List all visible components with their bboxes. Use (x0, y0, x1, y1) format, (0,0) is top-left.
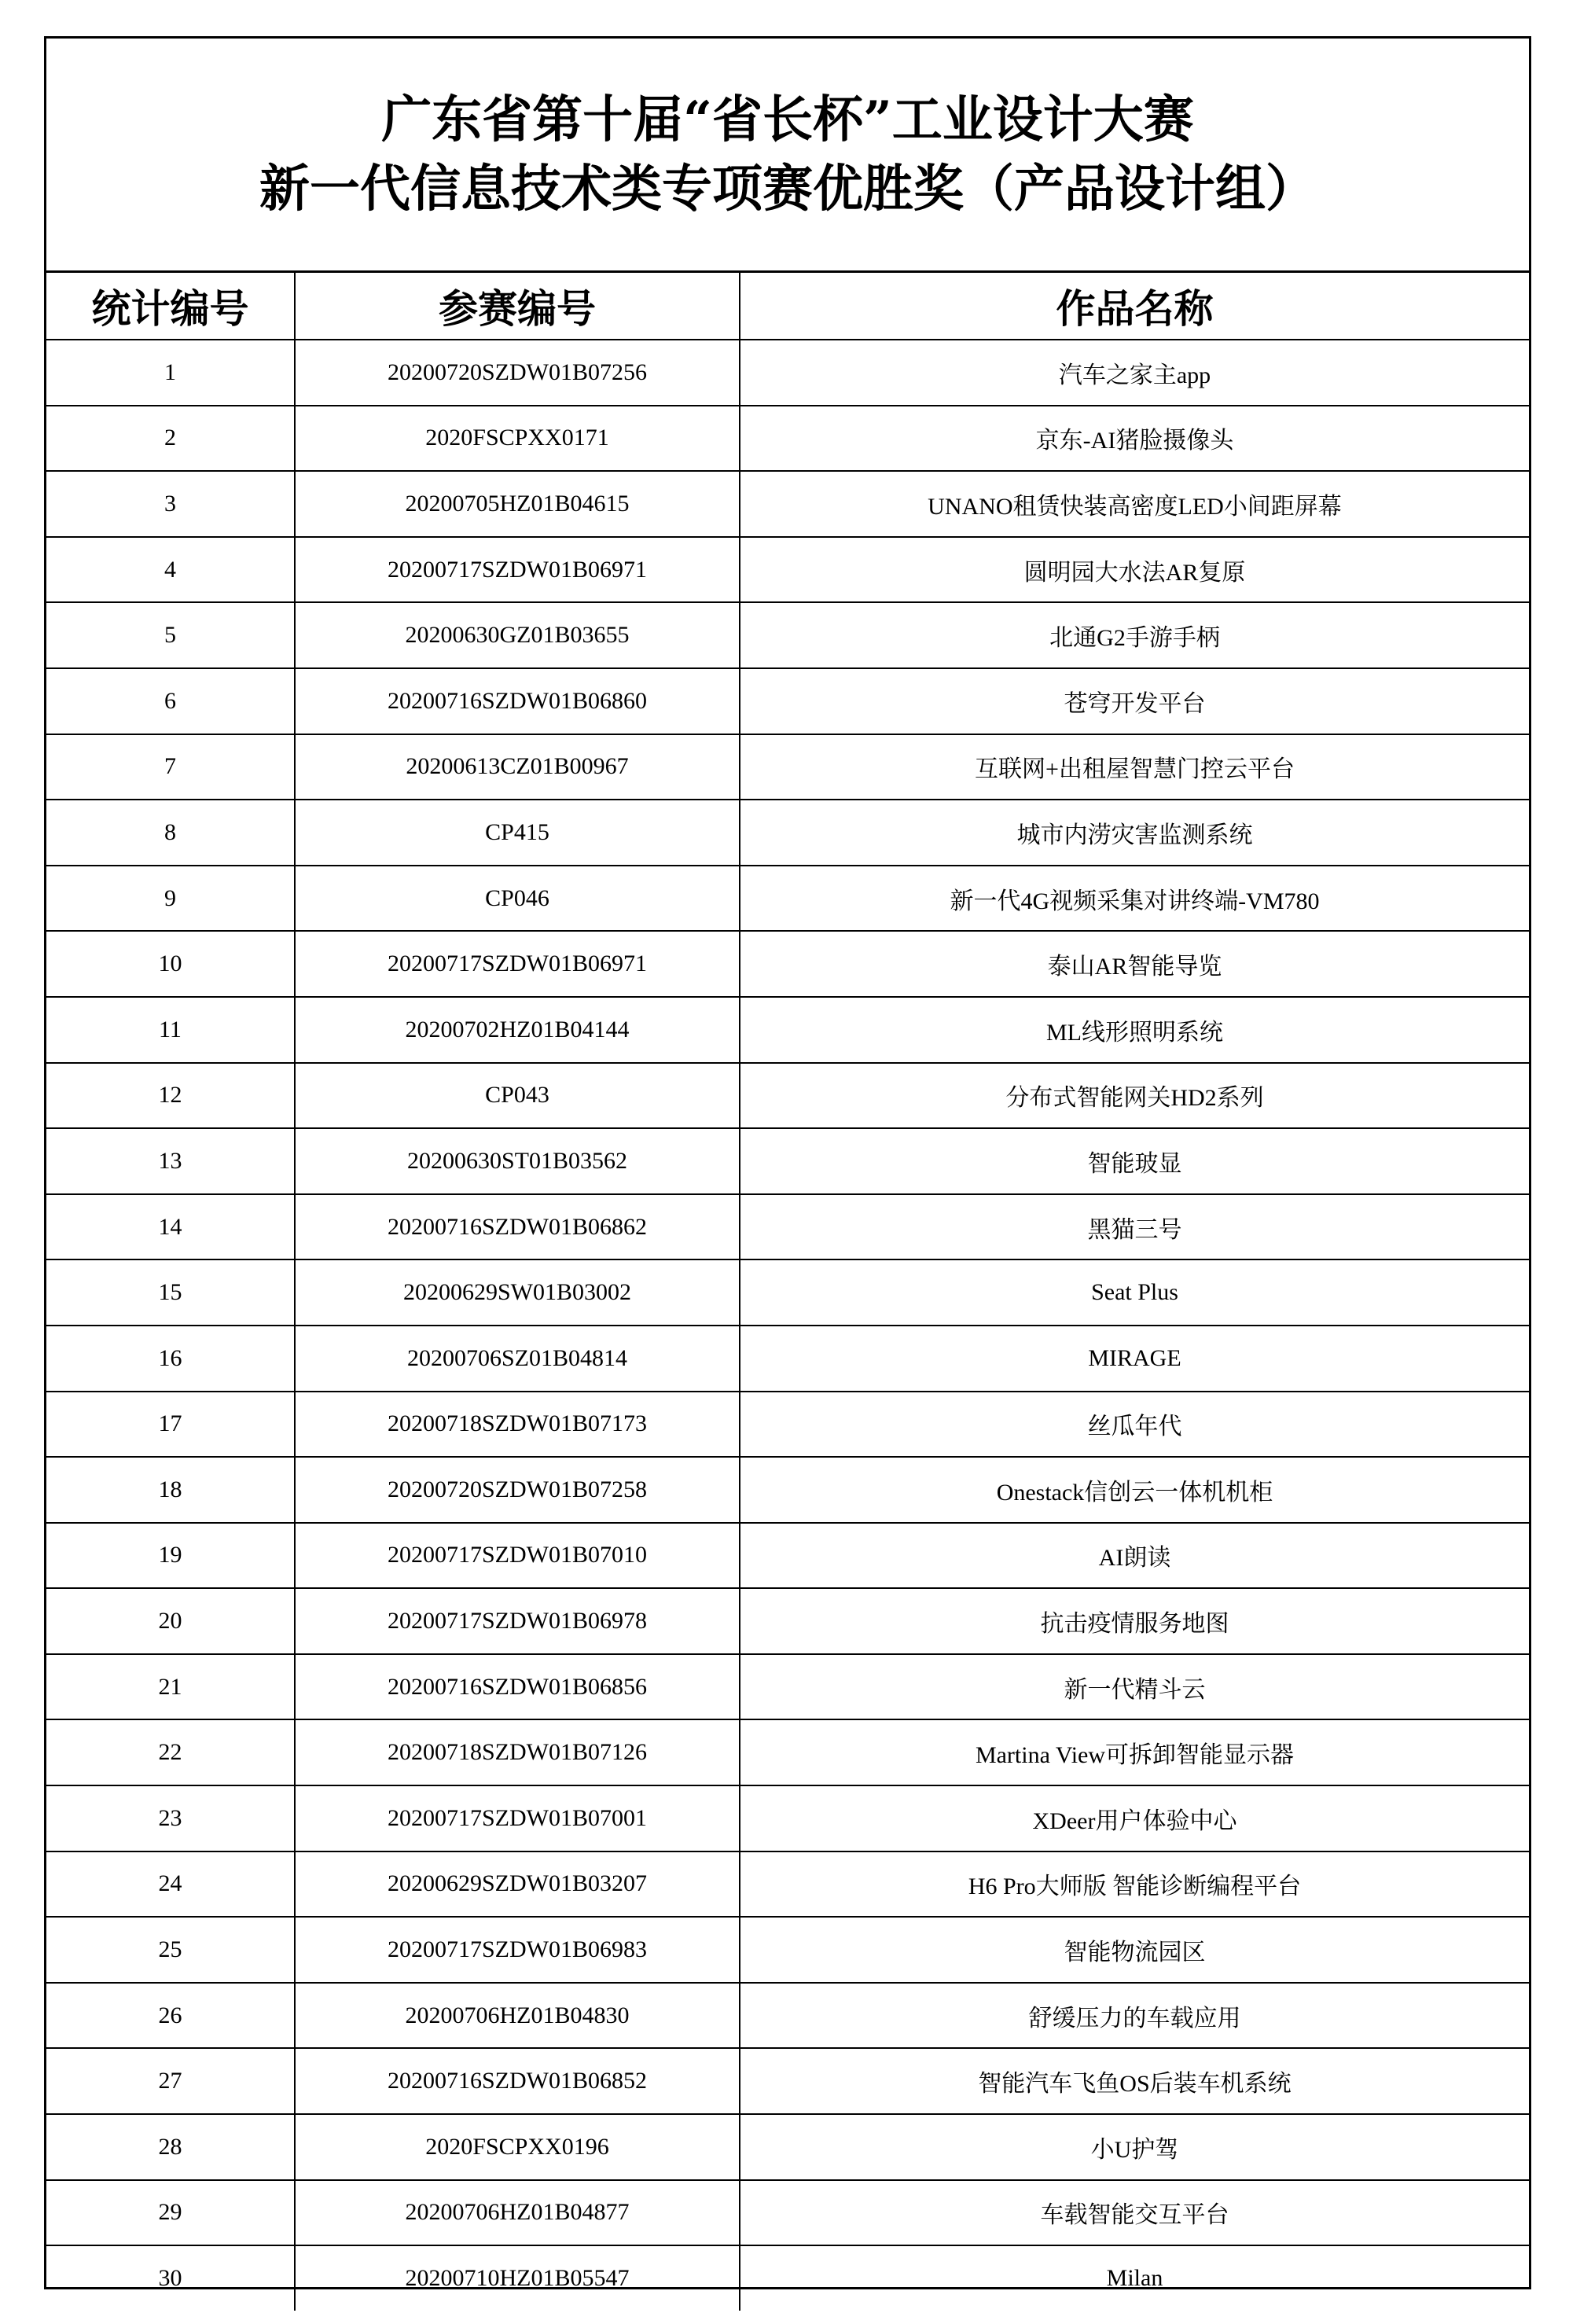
table-row (46, 997, 1529, 1063)
entry-number-cell: 20200629SZDW01B03207 (295, 1851, 740, 1918)
work-name-cell: 北通G2手游手柄 (740, 602, 1529, 668)
entry-number-cell: CP415 (295, 800, 740, 866)
table-row (46, 2114, 1529, 2180)
entry-number-cell: 20200718SZDW01B07126 (295, 1719, 740, 1785)
work-name-cell: 黑猫三号 (740, 1194, 1529, 1260)
stat-number-cell: 30 (46, 2245, 295, 2311)
work-name-cell: 京东-AI猪脸摄像头 (740, 406, 1529, 472)
entry-number-cell: 20200716SZDW01B06860 (295, 668, 740, 734)
entry-number-cell: 20200630ST01B03562 (295, 1128, 740, 1194)
work-name-cell: MIRAGE (740, 1326, 1529, 1392)
stat-number-cell: 4 (46, 537, 295, 603)
work-name-cell: 智能汽车飞鱼OS后装车机系统 (740, 2048, 1529, 2114)
work-name-cell: Onestack信创云一体机机柜 (740, 1457, 1529, 1523)
stat-number-cell: 11 (46, 997, 295, 1063)
entry-number-cell: 20200718SZDW01B07173 (295, 1392, 740, 1458)
work-name-cell: 城市内涝灾害监测系统 (740, 800, 1529, 866)
table-row (46, 406, 1529, 472)
entry-number-cell: 20200630GZ01B03655 (295, 602, 740, 668)
table-row (46, 1392, 1529, 1458)
table-row (46, 1785, 1529, 1851)
table-row (46, 471, 1529, 537)
table-body (46, 340, 1529, 2311)
table-row (46, 866, 1529, 932)
table-row (46, 1523, 1529, 1589)
table-row (46, 2048, 1529, 2114)
work-name-cell: 新一代4G视频采集对讲终端-VM780 (740, 866, 1529, 932)
stat-number-cell: 2 (46, 406, 295, 472)
work-name-cell: H6 Pro大师版 智能诊断编程平台 (740, 1851, 1529, 1918)
entry-number-cell: 20200720SZDW01B07258 (295, 1457, 740, 1523)
header-stat-number: 统计编号 (46, 273, 295, 340)
work-name-cell: 分布式智能网关HD2系列 (740, 1063, 1529, 1129)
entry-number-cell: 20200706SZ01B04814 (295, 1326, 740, 1392)
entry-number-cell: 20200706HZ01B04830 (295, 1983, 740, 2049)
table-row (46, 537, 1529, 603)
stat-number-cell: 16 (46, 1326, 295, 1392)
entry-number-cell: 20200710HZ01B05547 (295, 2245, 740, 2311)
stat-number-cell: 23 (46, 1785, 295, 1851)
stat-number-cell: 12 (46, 1063, 295, 1129)
stat-number-cell: 26 (46, 1983, 295, 2049)
work-name-cell: Milan (740, 2245, 1529, 2311)
work-name-cell: 智能玻显 (740, 1128, 1529, 1194)
table-row (46, 2245, 1529, 2311)
work-name-cell: 苍穹开发平台 (740, 668, 1529, 734)
entry-number-cell: 20200706HZ01B04877 (295, 2180, 740, 2246)
entry-number-cell: 2020FSCPXX0196 (295, 2114, 740, 2180)
stat-number-cell: 3 (46, 471, 295, 537)
table-row (46, 340, 1529, 406)
work-name-cell: 小U护驾 (740, 2114, 1529, 2180)
work-name-cell: 智能物流园区 (740, 1917, 1529, 1983)
entry-number-cell: 2020FSCPXX0171 (295, 406, 740, 472)
title-line-2: 新一代信息技术类专项赛优胜奖（产品设计组） (259, 159, 1316, 219)
stat-number-cell: 13 (46, 1128, 295, 1194)
table-row (46, 1128, 1529, 1194)
entry-number-cell: 20200716SZDW01B06862 (295, 1194, 740, 1260)
award-table (46, 273, 1529, 2311)
table-row (46, 1259, 1529, 1326)
stat-number-cell: 21 (46, 1654, 295, 1720)
entry-number-cell: 20200717SZDW01B07001 (295, 1785, 740, 1851)
stat-number-cell: 6 (46, 668, 295, 734)
work-name-cell: Seat Plus (740, 1259, 1529, 1326)
entry-number-cell: 20200716SZDW01B06852 (295, 2048, 740, 2114)
stat-number-cell: 22 (46, 1719, 295, 1785)
work-name-cell: 新一代精斗云 (740, 1654, 1529, 1720)
entry-number-cell: 20200629SW01B03002 (295, 1259, 740, 1326)
entry-number-cell: 20200702HZ01B04144 (295, 997, 740, 1063)
table-row (46, 1654, 1529, 1720)
table-row (46, 1917, 1529, 1983)
table-row (46, 1194, 1529, 1260)
table-row (46, 1457, 1529, 1523)
table-row (46, 1983, 1529, 2049)
stat-number-cell: 28 (46, 2114, 295, 2180)
stat-number-cell: 5 (46, 602, 295, 668)
table-row (46, 1063, 1529, 1129)
stat-number-cell: 15 (46, 1259, 295, 1326)
entry-number-cell: 20200717SZDW01B06983 (295, 1917, 740, 1983)
stat-number-cell: 27 (46, 2048, 295, 2114)
work-name-cell: AI朗读 (740, 1523, 1529, 1589)
stat-number-cell: 24 (46, 1851, 295, 1918)
work-name-cell: 丝瓜年代 (740, 1392, 1529, 1458)
table-row (46, 2180, 1529, 2246)
stat-number-cell: 8 (46, 800, 295, 866)
stat-number-cell: 19 (46, 1523, 295, 1589)
header-row (46, 273, 1529, 340)
entry-number-cell: 20200717SZDW01B06971 (295, 537, 740, 603)
entry-number-cell: 20200720SZDW01B07256 (295, 340, 740, 406)
entry-number-cell: CP046 (295, 866, 740, 932)
award-sheet (44, 36, 1531, 2292)
table-row (46, 1719, 1529, 1785)
entry-number-cell: 20200716SZDW01B06856 (295, 1654, 740, 1720)
stat-number-cell: 25 (46, 1917, 295, 1983)
stat-number-cell: 18 (46, 1457, 295, 1523)
work-name-cell: 舒缓压力的车载应用 (740, 1983, 1529, 2049)
table-row (46, 1851, 1529, 1918)
title-block (46, 39, 1529, 273)
entry-number-cell: 20200717SZDW01B06978 (295, 1588, 740, 1654)
title-line-1: 广东省第十届“省长杯”工业设计大赛 (381, 90, 1194, 149)
work-name-cell: UNANO租赁快装高密度LED小间距屏幕 (740, 471, 1529, 537)
stat-number-cell: 14 (46, 1194, 295, 1260)
work-name-cell: XDeer用户体验中心 (740, 1785, 1529, 1851)
stat-number-cell: 1 (46, 340, 295, 406)
stat-number-cell: 29 (46, 2180, 295, 2246)
entry-number-cell: 20200717SZDW01B07010 (295, 1523, 740, 1589)
table-row (46, 800, 1529, 866)
work-name-cell: 抗击疫情服务地图 (740, 1588, 1529, 1654)
stat-number-cell: 17 (46, 1392, 295, 1458)
entry-number-cell: CP043 (295, 1063, 740, 1129)
stat-number-cell: 7 (46, 734, 295, 800)
entry-number-cell: 20200717SZDW01B06971 (295, 931, 740, 997)
table-row (46, 668, 1529, 734)
work-name-cell: 互联网+出租屋智慧门控云平台 (740, 734, 1529, 800)
work-name-cell: ML线形照明系统 (740, 997, 1529, 1063)
table-row (46, 1588, 1529, 1654)
entry-number-cell: 20200613CZ01B00967 (295, 734, 740, 800)
header-entry-number: 参赛编号 (295, 273, 740, 340)
stat-number-cell: 10 (46, 931, 295, 997)
entry-number-cell: 20200705HZ01B04615 (295, 471, 740, 537)
work-name-cell: Martina View可拆卸智能显示器 (740, 1719, 1529, 1785)
stat-number-cell: 20 (46, 1588, 295, 1654)
work-name-cell: 泰山AR智能导览 (740, 931, 1529, 997)
table-row (46, 734, 1529, 800)
table-row (46, 1326, 1529, 1392)
table-row (46, 602, 1529, 668)
work-name-cell: 车载智能交互平台 (740, 2180, 1529, 2246)
table-row (46, 931, 1529, 997)
header-work-name: 作品名称 (740, 273, 1529, 340)
stat-number-cell: 9 (46, 866, 295, 932)
work-name-cell: 汽车之家主app (740, 340, 1529, 406)
work-name-cell: 圆明园大水法AR复原 (740, 537, 1529, 603)
